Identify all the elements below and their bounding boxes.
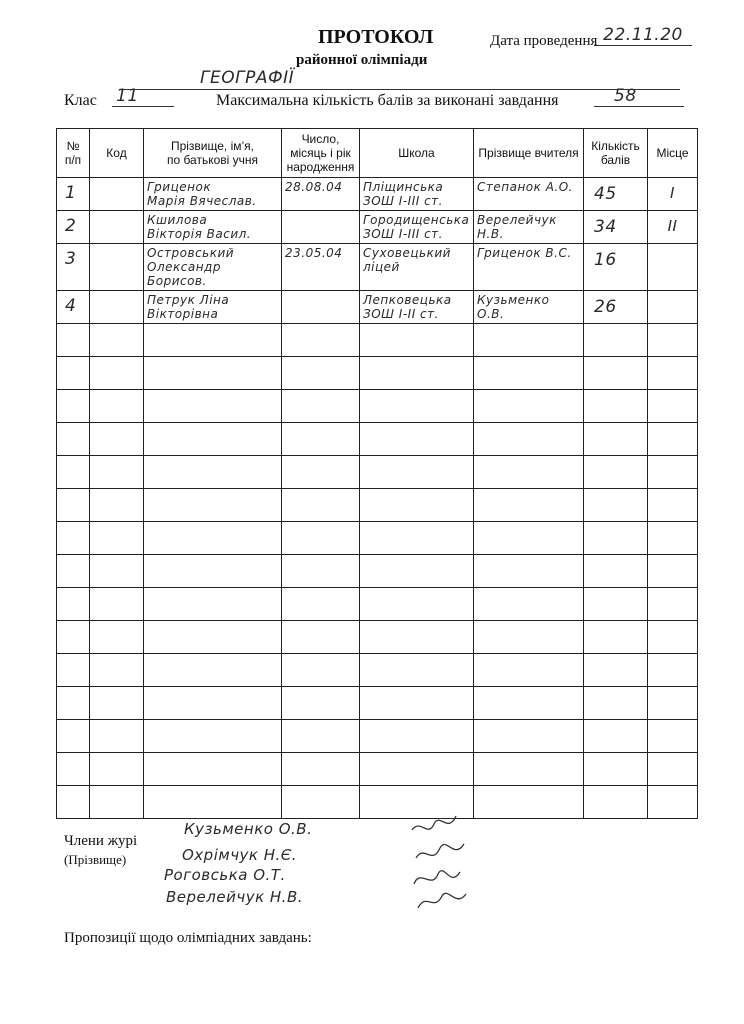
table-cell [90,654,144,687]
table-cell [90,357,144,390]
empty-table-row [57,621,698,654]
cell-num: 4 [65,296,77,316]
table-cell [90,456,144,489]
table-cell [648,357,698,390]
empty-table-row [57,588,698,621]
table-cell [584,687,648,720]
cell-teacher: Степанок А.О. [477,180,573,194]
table-cell [57,687,90,720]
column-header: Місце [648,129,698,178]
table-cell [474,654,584,687]
table-cell [360,324,474,357]
jury-member: Охрімчук Н.Є. [182,846,298,864]
table-cell [648,456,698,489]
table-cell [584,357,648,390]
table-cell [360,178,474,211]
table-cell [90,555,144,588]
table-cell [474,621,584,654]
table-body [57,178,698,819]
table-cell [57,588,90,621]
jury-member: Роговська О.Т. [164,866,286,884]
table-cell [584,555,648,588]
empty-table-row [57,786,698,819]
cell-teacher: Верелейчук Н.В. [477,213,557,241]
table-cell [474,324,584,357]
cell-school: Лепковецька ЗОШ І-ІІ ст. [363,293,452,321]
cell-code [90,211,143,215]
max-score-label: Максимальна кількість балів за виконані завдання [216,92,559,109]
table-cell [474,753,584,786]
max-score-value: 58 [594,86,684,107]
table-cell [360,211,474,244]
table-cell [144,390,282,423]
table-cell [474,244,584,291]
table-header-row [57,129,698,178]
table-cell [282,489,360,522]
table-cell [90,291,144,324]
column-header: Код [90,129,144,178]
table-cell [144,555,282,588]
table-cell [474,423,584,456]
table-cell [360,390,474,423]
table-cell [282,786,360,819]
date-label: Дата проведення [490,33,598,49]
table-cell [584,390,648,423]
table-cell [648,489,698,522]
empty-table-row [57,522,698,555]
empty-table-row [57,390,698,423]
cell-teacher: Кузьменко О.В. [477,293,550,321]
table-cell [360,244,474,291]
cell-score: 45 [594,184,617,204]
table-cell [282,423,360,456]
subject-value: ГЕОГРАФІЇ [120,68,680,90]
table-cell [360,720,474,753]
table-cell [90,489,144,522]
table-cell [90,423,144,456]
table-cell [474,291,584,324]
table-cell [584,178,648,211]
table-cell [282,291,360,324]
table-cell [584,720,648,753]
table-cell [648,324,698,357]
table-cell [57,390,90,423]
table-cell [584,489,648,522]
table-cell [584,621,648,654]
table-cell [474,357,584,390]
date-value: 22.11.20 [594,25,692,46]
table-cell [57,654,90,687]
cell-place: II [667,217,678,235]
table-cell [57,291,90,324]
table-cell [90,621,144,654]
table-cell [144,456,282,489]
table-cell [648,654,698,687]
table-cell [90,720,144,753]
table-cell [648,423,698,456]
table-cell [648,211,698,244]
table-cell [360,687,474,720]
table-cell [584,244,648,291]
table-cell [90,786,144,819]
table-cell [648,786,698,819]
cell-num: 2 [65,216,77,236]
cell-dob: 23.05.04 [285,246,343,260]
table-cell [360,291,474,324]
table-cell [282,654,360,687]
column-header: Прізвище вчителя [474,129,584,178]
cell-name: Островський Олександр Борисов. [147,246,235,288]
table-cell [57,720,90,753]
table-cell [144,357,282,390]
table-cell [144,423,282,456]
table-cell [474,456,584,489]
cell-teacher: Гриценок В.С. [477,246,572,260]
empty-table-row [57,654,698,687]
table-cell [144,291,282,324]
table-cell [282,390,360,423]
table-cell [144,211,282,244]
table-cell [584,753,648,786]
table-cell [282,324,360,357]
table-cell [474,555,584,588]
table-cell [57,324,90,357]
table-cell [282,621,360,654]
table-cell [584,291,648,324]
table-cell [144,720,282,753]
cell-name: Петрук Ліна Вікторівна [147,293,230,321]
table-cell [90,588,144,621]
table-cell [474,522,584,555]
proposals-label: Пропозиції щодо олімпіадних завдань: [64,930,312,946]
table-cell [648,687,698,720]
table-cell [648,390,698,423]
table-cell [360,357,474,390]
class-value: 11 [112,86,174,107]
table-cell [474,720,584,753]
empty-table-row [57,489,698,522]
cell-num: 3 [65,249,77,269]
cell-code [90,291,143,295]
table-cell [90,244,144,291]
table-cell [648,621,698,654]
table-row [57,244,698,291]
table-cell [584,324,648,357]
table-cell [282,687,360,720]
table-cell [90,211,144,244]
jury-signatures [410,808,470,918]
jury-member: Кузьменко О.В. [184,820,313,838]
table-cell [360,489,474,522]
table-cell [90,178,144,211]
cell-code [90,178,143,182]
column-header: Кількість балів [584,129,648,178]
empty-table-row [57,720,698,753]
table-cell [474,178,584,211]
cell-dob [282,211,359,215]
table-cell [90,522,144,555]
table-cell [57,489,90,522]
cell-place [648,291,697,303]
table-cell [144,753,282,786]
table-cell [144,654,282,687]
table-cell [57,357,90,390]
table-cell [648,178,698,211]
table-cell [584,588,648,621]
table-cell [282,456,360,489]
empty-table-row [57,357,698,390]
table-cell [144,522,282,555]
table-cell [57,211,90,244]
table-cell [144,588,282,621]
table-cell [648,244,698,291]
table-cell [474,489,584,522]
empty-table-row [57,324,698,357]
table-cell [282,244,360,291]
table-cell [474,588,584,621]
column-header: Число, місяць і рік народження [282,129,360,178]
table-cell [584,211,648,244]
table-cell [57,753,90,786]
table-cell [584,423,648,456]
cell-score: 34 [594,217,617,237]
cell-name: Кшилова Вікторія Васил. [147,213,252,241]
cell-name: Гриценок Марія Вячеслав. [147,180,257,208]
column-header: Школа [360,129,474,178]
table-cell [144,178,282,211]
table-cell [584,654,648,687]
column-header: Прізвище, ім’я, по батькові учня [144,129,282,178]
table-cell [57,423,90,456]
cell-score: 26 [594,297,617,317]
table-cell [584,786,648,819]
table-cell [282,753,360,786]
protocol-title: ПРОТОКОЛ [318,26,434,48]
cell-place: I [670,184,675,202]
column-header: № п/п [57,129,90,178]
table-cell [474,390,584,423]
table-cell [474,211,584,244]
table-cell [360,423,474,456]
table-cell [144,324,282,357]
table-cell [648,522,698,555]
table-cell [584,522,648,555]
table-cell [282,555,360,588]
cell-code [90,244,143,248]
table-cell [57,244,90,291]
table-cell [144,621,282,654]
table-cell [144,489,282,522]
table-cell [144,244,282,291]
cell-num: 1 [65,183,77,203]
table-row [57,211,698,244]
cell-score: 16 [594,250,617,270]
table-cell [648,588,698,621]
table-cell [90,687,144,720]
class-label: Клас [64,92,97,109]
empty-table-row [57,555,698,588]
table-row [57,178,698,211]
table-cell [360,621,474,654]
table-cell [584,456,648,489]
table-cell [282,178,360,211]
table-row [57,291,698,324]
cell-school: Пліщинська ЗОШ І-ІІІ ст. [363,180,444,208]
table-cell [90,753,144,786]
table-cell [474,687,584,720]
table-cell [360,555,474,588]
table-cell [360,753,474,786]
table-cell [282,588,360,621]
cell-dob [282,291,359,295]
table-cell [360,654,474,687]
table-cell [282,211,360,244]
table-cell [57,786,90,819]
table-cell [648,291,698,324]
table-cell [648,753,698,786]
jury-member: Верелейчук Н.В. [166,888,304,906]
cell-school: Суховецький ліцей [363,246,451,274]
cell-place [648,244,697,256]
table-cell [360,588,474,621]
cell-school: Городищенська ЗОШ І-ІІІ ст. [363,213,470,241]
jury-sublabel: (Прізвище) [64,852,127,867]
cell-dob: 28.08.04 [285,180,343,194]
table-cell [648,555,698,588]
table-cell [57,522,90,555]
table-cell [90,324,144,357]
table-cell [57,456,90,489]
table-cell [144,687,282,720]
table-cell [474,786,584,819]
table-cell [282,720,360,753]
table-cell [360,456,474,489]
table-cell [648,720,698,753]
table-cell [282,522,360,555]
protocol-subtitle: районної олімпіади [296,52,428,68]
empty-table-row [57,456,698,489]
empty-table-row [57,753,698,786]
table-cell [90,390,144,423]
table-cell [57,555,90,588]
protocol-table [56,128,698,819]
table-cell [282,357,360,390]
table-cell [57,621,90,654]
empty-table-row [57,687,698,720]
table-cell [144,786,282,819]
table-cell [57,178,90,211]
table-cell [360,522,474,555]
jury-label: Члени журі [64,833,138,849]
empty-table-row [57,423,698,456]
